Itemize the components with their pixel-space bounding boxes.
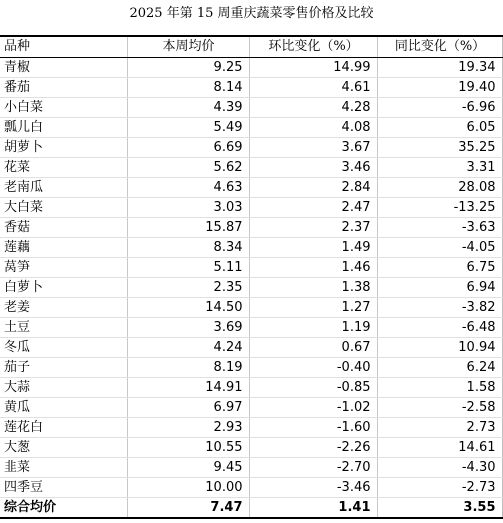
cell-variety: 大葱 bbox=[0, 438, 127, 458]
cell-year-on-year-change: 6.94 bbox=[377, 278, 502, 298]
cell-week-on-week-change: 1.38 bbox=[249, 278, 377, 298]
table-title: 2025 年第 15 周重庆蔬菜零售价格及比较 bbox=[129, 6, 374, 21]
cell-variety: 莲藕 bbox=[0, 238, 127, 258]
table-row bbox=[0, 198, 502, 218]
cell-week-on-week-change: 14.99 bbox=[249, 58, 377, 78]
cell-year-on-year-change: 28.08 bbox=[377, 178, 502, 198]
header-weekly-avg-price: 本周均价 bbox=[127, 36, 249, 58]
cell-weekly-avg-price: 8.14 bbox=[127, 78, 249, 98]
cell-week-on-week-change: 3.46 bbox=[249, 158, 377, 178]
table-row bbox=[0, 258, 502, 278]
cell-year-on-year-change: -6.48 bbox=[377, 318, 502, 338]
cell-year-on-year-change: -4.30 bbox=[377, 458, 502, 478]
cell-weekly-avg-price: 8.34 bbox=[127, 238, 249, 258]
cell-week-on-week-change: 1.27 bbox=[249, 298, 377, 318]
table-row bbox=[0, 478, 502, 498]
cell-week-on-week-change: -2.26 bbox=[249, 438, 377, 458]
cell-weekly-avg-price: 14.91 bbox=[127, 378, 249, 398]
table-row bbox=[0, 398, 502, 418]
cell-weekly-avg-price: 3.69 bbox=[127, 318, 249, 338]
cell-week-on-week-change: -1.60 bbox=[249, 418, 377, 438]
cell-weekly-avg-price: 5.11 bbox=[127, 258, 249, 278]
cell-variety: 莴笋 bbox=[0, 258, 127, 278]
cell-weekly-avg-price: 9.45 bbox=[127, 458, 249, 478]
cell-variety: 胡萝卜 bbox=[0, 138, 127, 158]
cell-year-on-year-change: 35.25 bbox=[377, 138, 502, 158]
cell-variety: 番茄 bbox=[0, 78, 127, 98]
cell-weekly-avg-price: 2.93 bbox=[127, 418, 249, 438]
cell-variety: 莲花白 bbox=[0, 418, 127, 438]
cell-variety: 土豆 bbox=[0, 318, 127, 338]
cell-variety: 四季豆 bbox=[0, 478, 127, 498]
summary-week-on-week: 1.41 bbox=[249, 498, 377, 519]
cell-week-on-week-change: 1.19 bbox=[249, 318, 377, 338]
table-row bbox=[0, 298, 502, 318]
cell-weekly-avg-price: 14.50 bbox=[127, 298, 249, 318]
cell-week-on-week-change: 1.49 bbox=[249, 238, 377, 258]
cell-year-on-year-change: -3.82 bbox=[377, 298, 502, 318]
cell-variety: 茄子 bbox=[0, 358, 127, 378]
cell-weekly-avg-price: 6.69 bbox=[127, 138, 249, 158]
summary-row bbox=[0, 498, 502, 519]
table-row bbox=[0, 338, 502, 358]
cell-weekly-avg-price: 8.19 bbox=[127, 358, 249, 378]
table-row bbox=[0, 178, 502, 198]
summary-year-on-year: 3.55 bbox=[377, 498, 502, 519]
table-row bbox=[0, 138, 502, 158]
cell-variety: 花菜 bbox=[0, 158, 127, 178]
table-row bbox=[0, 158, 502, 178]
cell-variety: 小白菜 bbox=[0, 98, 127, 118]
cell-variety: 老姜 bbox=[0, 298, 127, 318]
table-row bbox=[0, 118, 502, 138]
cell-weekly-avg-price: 5.49 bbox=[127, 118, 249, 138]
cell-year-on-year-change: -6.96 bbox=[377, 98, 502, 118]
cell-variety: 香菇 bbox=[0, 218, 127, 238]
cell-week-on-week-change: 2.37 bbox=[249, 218, 377, 238]
cell-weekly-avg-price: 6.97 bbox=[127, 398, 249, 418]
cell-year-on-year-change: 19.34 bbox=[377, 58, 502, 78]
table-row bbox=[0, 98, 502, 118]
cell-year-on-year-change: 14.61 bbox=[377, 438, 502, 458]
cell-week-on-week-change: -0.40 bbox=[249, 358, 377, 378]
header-week-on-week-change: 环比变化（%） bbox=[249, 36, 377, 58]
table-row bbox=[0, 238, 502, 258]
table-row bbox=[0, 58, 502, 78]
cell-year-on-year-change: 1.58 bbox=[377, 378, 502, 398]
cell-variety: 青椒 bbox=[0, 58, 127, 78]
cell-year-on-year-change: 6.05 bbox=[377, 118, 502, 138]
cell-weekly-avg-price: 3.03 bbox=[127, 198, 249, 218]
cell-week-on-week-change: 3.67 bbox=[249, 138, 377, 158]
cell-year-on-year-change: 19.40 bbox=[377, 78, 502, 98]
cell-year-on-year-change: 6.75 bbox=[377, 258, 502, 278]
cell-weekly-avg-price: 5.62 bbox=[127, 158, 249, 178]
table-row bbox=[0, 418, 502, 438]
cell-year-on-year-change: -13.25 bbox=[377, 198, 502, 218]
cell-week-on-week-change: -1.02 bbox=[249, 398, 377, 418]
table-row bbox=[0, 218, 502, 238]
summary-label: 综合均价 bbox=[0, 498, 127, 519]
table-row bbox=[0, 278, 502, 298]
cell-variety: 韭菜 bbox=[0, 458, 127, 478]
cell-weekly-avg-price: 10.55 bbox=[127, 438, 249, 458]
cell-weekly-avg-price: 10.00 bbox=[127, 478, 249, 498]
table-row bbox=[0, 438, 502, 458]
cell-year-on-year-change: -2.73 bbox=[377, 478, 502, 498]
cell-week-on-week-change: 4.61 bbox=[249, 78, 377, 98]
cell-weekly-avg-price: 9.25 bbox=[127, 58, 249, 78]
table-row bbox=[0, 318, 502, 338]
cell-weekly-avg-price: 4.63 bbox=[127, 178, 249, 198]
cell-weekly-avg-price: 4.39 bbox=[127, 98, 249, 118]
cell-variety: 大白菜 bbox=[0, 198, 127, 218]
cell-week-on-week-change: -0.85 bbox=[249, 378, 377, 398]
cell-year-on-year-change: -4.05 bbox=[377, 238, 502, 258]
table-row bbox=[0, 378, 502, 398]
cell-week-on-week-change: 4.28 bbox=[249, 98, 377, 118]
cell-variety: 瓢儿白 bbox=[0, 118, 127, 138]
cell-year-on-year-change: 2.73 bbox=[377, 418, 502, 438]
cell-variety: 老南瓜 bbox=[0, 178, 127, 198]
cell-weekly-avg-price: 4.24 bbox=[127, 338, 249, 358]
cell-year-on-year-change: 3.31 bbox=[377, 158, 502, 178]
cell-variety: 白萝卜 bbox=[0, 278, 127, 298]
table-body bbox=[0, 58, 502, 498]
cell-year-on-year-change: 6.24 bbox=[377, 358, 502, 378]
summary-price: 7.47 bbox=[127, 498, 249, 519]
cell-week-on-week-change: 1.46 bbox=[249, 258, 377, 278]
cell-year-on-year-change: 10.94 bbox=[377, 338, 502, 358]
cell-week-on-week-change: 2.84 bbox=[249, 178, 377, 198]
cell-weekly-avg-price: 15.87 bbox=[127, 218, 249, 238]
cell-weekly-avg-price: 2.35 bbox=[127, 278, 249, 298]
table-row bbox=[0, 458, 502, 478]
cell-week-on-week-change: 0.67 bbox=[249, 338, 377, 358]
cell-week-on-week-change: 4.08 bbox=[249, 118, 377, 138]
header-row bbox=[0, 36, 502, 58]
cell-week-on-week-change: 2.47 bbox=[249, 198, 377, 218]
cell-year-on-year-change: -2.58 bbox=[377, 398, 502, 418]
header-year-on-year-change: 同比变化（%） bbox=[377, 36, 502, 58]
cell-variety: 黄瓜 bbox=[0, 398, 127, 418]
cell-week-on-week-change: -3.46 bbox=[249, 478, 377, 498]
table-row bbox=[0, 358, 502, 378]
header-variety: 品种 bbox=[0, 36, 127, 58]
table-row bbox=[0, 78, 502, 98]
cell-variety: 大蒜 bbox=[0, 378, 127, 398]
vegetable-price-table bbox=[0, 35, 503, 519]
cell-variety: 冬瓜 bbox=[0, 338, 127, 358]
cell-week-on-week-change: -2.70 bbox=[249, 458, 377, 478]
cell-year-on-year-change: -3.63 bbox=[377, 218, 502, 238]
